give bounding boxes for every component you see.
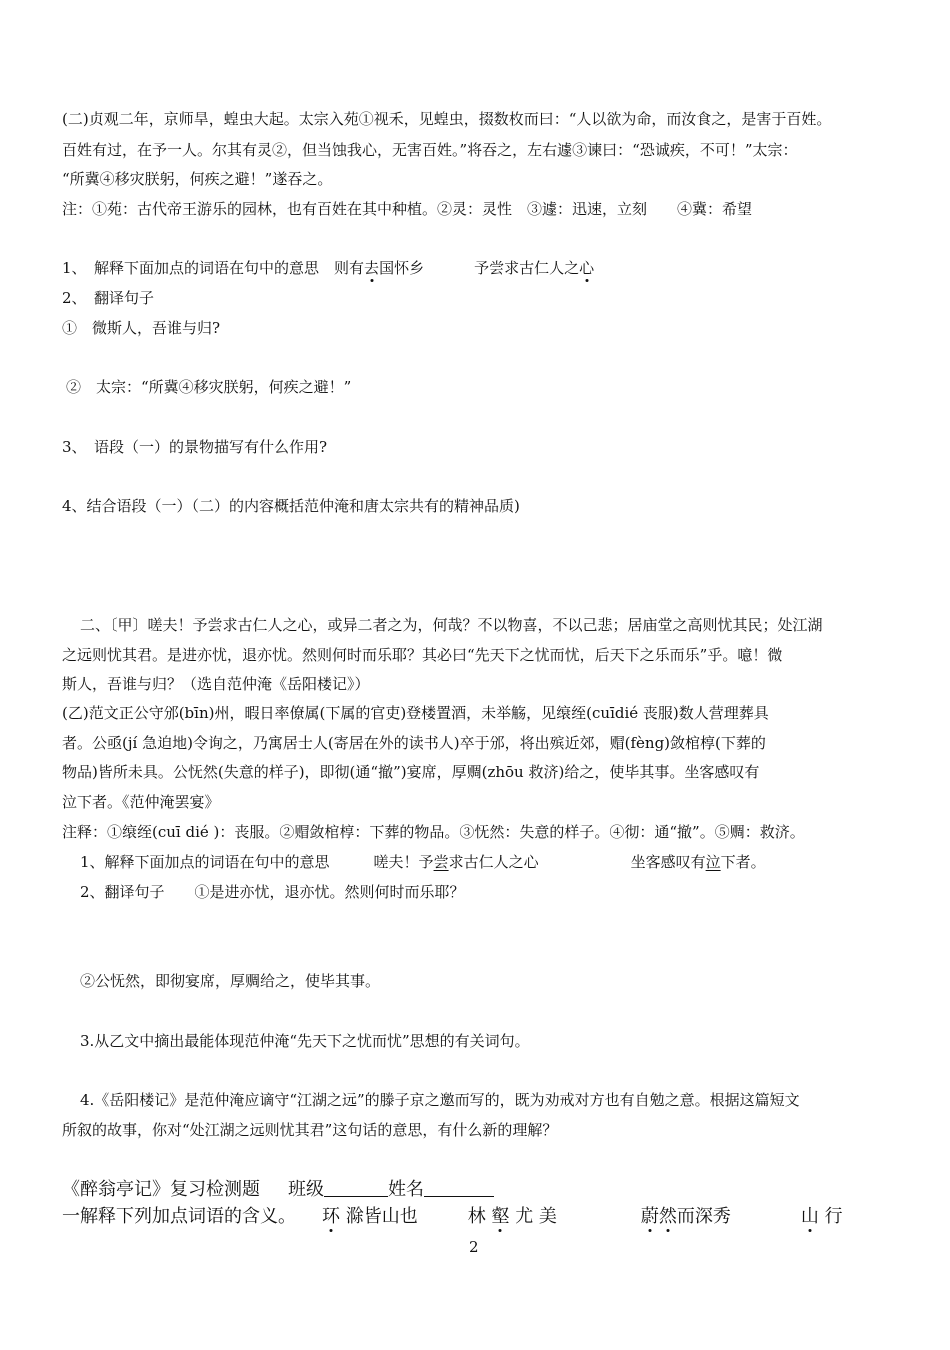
note-line: 注：①苑：古代帝王游乐的园林，也有百姓在其中种植。②灵：灵性 ③遽：迅速，立刻 ④冀：希望 [62, 200, 753, 218]
passage-line: 之远则忧其君。是进亦忧，退亦忧。然则何时而乐耶？其必曰“先天下之忧而忧，后天下之乐而乐”乎。噫！微 [62, 646, 783, 664]
passage-line: (乙)范文正公守邠(bīn)州，暇日率僚属(下属的官吏)登楼置酒，未举觞，见缞绖(cuīdié 丧服)数人营理葬具 [62, 704, 769, 722]
dotted-word: 山 [800, 1206, 819, 1227]
page-number: 2 [469, 1238, 479, 1256]
dotted-word: 蔚 [640, 1206, 659, 1227]
passage-line: 泣下者。《范仲淹罢宴》 [62, 793, 220, 811]
underlined-word: 泣 [705, 853, 721, 871]
question-3: 3.从乙文中摘出最能体现范仲淹“先天下之忧而忧”思想的有关词句。 [80, 1032, 530, 1050]
name-field[interactable] [424, 1178, 494, 1197]
question-2: 2、 翻译句子 [62, 289, 155, 307]
question-1: 1、解释下面加点的词语在句中的意思 嗟夫！予尝求古仁人之心 坐客感叹有泣下者。 [80, 853, 766, 871]
passage-line: “所冀④移灾朕躬，何疾之避！”遂吞之。 [62, 170, 333, 188]
dotted-word: 去 [364, 259, 380, 277]
passage-line: 百姓有过，在予一人。尔其有灵②，但当蚀我心，无害百姓。”将吞之，左右遽③谏曰：“恐诚疾，不可！”太宗： [62, 141, 798, 159]
question-2-item: ① 微斯人，吾谁与归? [62, 319, 221, 337]
dotted-word: 环 [322, 1206, 340, 1227]
class-field[interactable] [324, 1178, 388, 1197]
dotted-word: 心 [579, 259, 595, 277]
dotted-word: 壑 [491, 1206, 510, 1227]
class-label: 班级 [288, 1179, 324, 1200]
question-4: 4、结合语段（一）（二）的内容概括范仲淹和唐太宗共有的精神品质) [62, 497, 520, 515]
passage-line: 二、〔甲〕嗟夫！予尝求古仁人之心，或异二者之为，何哉？不以物喜，不以己悲；居庙堂之高则忧其民；处江湖 [80, 616, 823, 634]
question-1: 1、 解释下面加点的词语在句中的意思 则有去国怀乡 予尝求古仁人之心 [62, 259, 595, 277]
quiz-header [62, 1178, 494, 1201]
question-4: 4.《岳阳楼记》是范仲淹应谪守“江湖之远”的滕子京之邀而写的，既为劝戒对方也有自勉之意。根据这篇短文 [80, 1091, 800, 1109]
question-2-item: ② 太宗：“所冀④移灾朕躬，何疾之避！” [66, 378, 352, 396]
question-2: 2、翻译句子 ①是进亦忧，退亦忧。然则何时而乐耶？ [80, 883, 465, 901]
question-2-item: ②公怃然，即彻宴席，厚赒给之，使毕其事。 [80, 972, 381, 990]
dotted-word: 然 [658, 1206, 677, 1227]
question-3: 3、 语段（一）的景物描写有什么作用? [62, 438, 328, 456]
underlined-word: 尝 [433, 853, 449, 871]
passage-line: (二)贞观二年，京师旱，蝗虫大起。太宗入苑①视禾，见蝗虫，掇数枚而曰：“人以欲为命，而汝食之，是害于百姓。 [62, 110, 832, 128]
passage-line: 物品)皆所未具。公怃然(失意的样子)，即彻(通“撤”)宴席，厚赒(zhōu 救济)给之，使毕其事。坐客感叹有 [62, 763, 760, 781]
question-4: 所叙的故事，你对“处江湖之远则忧其君”这句话的意思，有什么新的理解？ [62, 1121, 558, 1139]
name-label: 姓名 [388, 1179, 424, 1200]
passage-line: 者。公亟(jí 急迫地)令询之，乃寓居士人(寄居在外的读书人)卒于邠，将出殡近郊，赗(fèng)敛棺椁(下葬的 [62, 734, 766, 752]
note-line: 注释：①缞绖(cuī dié )：丧服。②赗敛棺椁：下葬的物品。③怃然：失意的样子。④彻：通“撤”。⑤赒：救济。 [62, 823, 805, 841]
quiz-title: 《醉翁亭记》复习检测题 [62, 1179, 260, 1200]
passage-line: 斯人，吾谁与归？（选自范仲淹《岳阳楼记》） [62, 675, 370, 693]
question-1: 一解释下列加点词语的含义。 环 滁皆山也 林 壑 尤 美 蔚然而深秀 山 行 [62, 1206, 843, 1227]
